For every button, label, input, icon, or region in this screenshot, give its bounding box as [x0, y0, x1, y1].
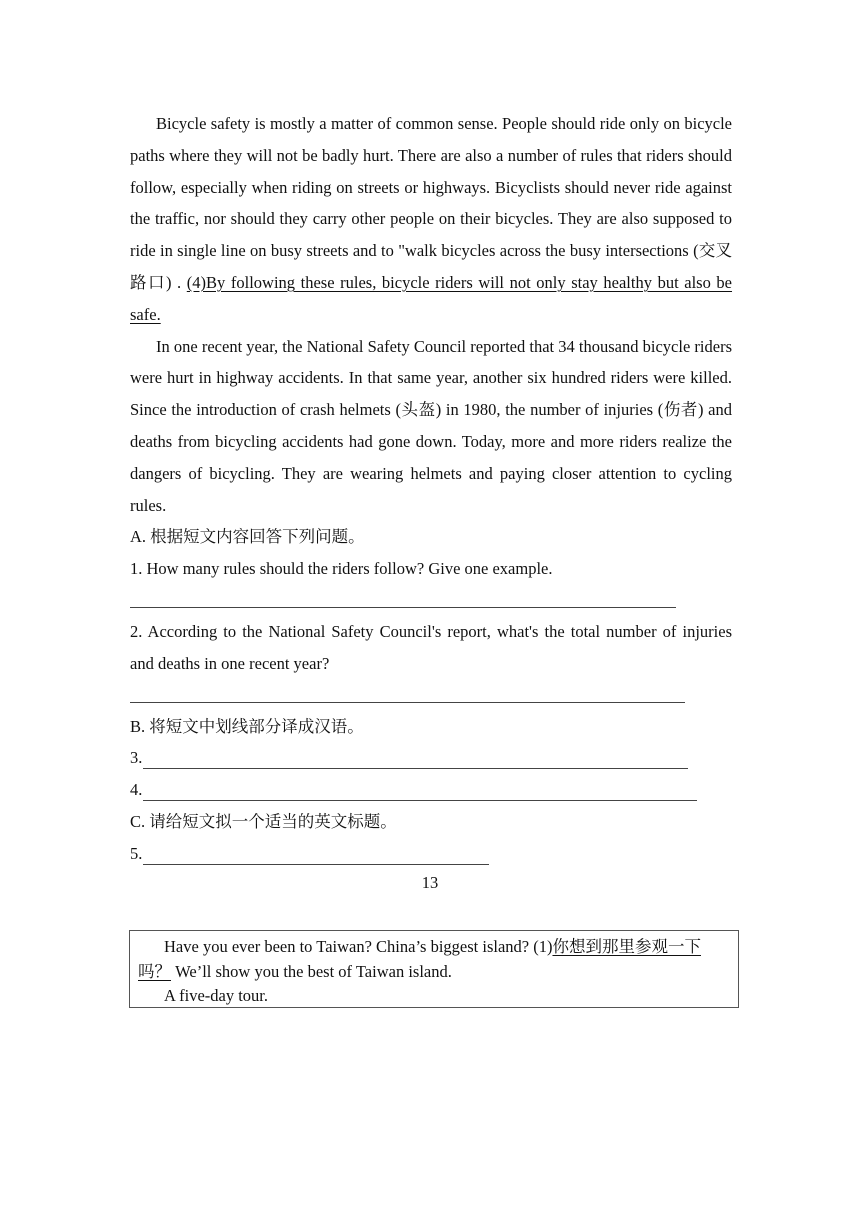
question-1: 1. How many rules should the riders follow? Give one example. — [130, 559, 553, 579]
section-a-heading: A. 根据短文内容回答下列问题。 — [130, 527, 365, 547]
box-line-1 — [138, 935, 730, 984]
underlined-sentence-1: 你想到那里参观一下吗？ — [138, 937, 701, 981]
answer-line-5[interactable] — [143, 842, 489, 865]
answer-line-2[interactable] — [130, 680, 685, 703]
page-number: 13 — [421, 873, 439, 892]
section-c-heading: C. 请给短文拟一个适当的英文标题。 — [130, 811, 397, 831]
box-line-2: A five-day tour. — [164, 986, 269, 1005]
question-2: 2. According to the National Safety Council's report, what's the total number of injuries and deaths in one recent year? — [130, 621, 732, 673]
answer-line-1[interactable] — [130, 585, 676, 608]
answer-line-4[interactable] — [143, 778, 697, 801]
passage-paragraph-2: In one recent year, the National Safety Council reported that 34 thousand bicycle riders were hurt in highway accidents. In that same year, another six hundred riders were killed. Since the introduction of crash helmets (头盔) in 1980, the number of injuries (伤者) and deaths from bicycling accidents had gone down. Today, more and more riders realize the dangers of bicycling. They are wearing helmets and paying closer attention to cycling rules. — [130, 336, 732, 515]
underlined-sentence-4: (4)By following these rules, bicycle riders will not only stay healthy but also be safe. — [130, 272, 733, 324]
next-passage-box — [129, 930, 739, 1008]
box-text-tail: We’ll show you the best of Taiwan island. — [171, 961, 452, 981]
item-number-4: 4. — [130, 780, 143, 800]
item-number-3: 3. — [130, 748, 143, 768]
box-text: Have you ever been to Taiwan? China’s biggest island? (1) — [164, 937, 553, 956]
passage-text: Bicycle safety is mostly a matter of common sense. People should ride only on bicycle paths where they will not be badly hurt. There are also a number of rules that riders should follow, especially when riding on streets or highways. Bicyclists should never ride against the traffic, nor should they carry other people on their bicycles. They are also supposed to ride in single line on busy streets and to "walk bicycles across the busy intersections (交叉路口) . — [130, 114, 732, 292]
worksheet-page — [130, 108, 732, 870]
answer-item-4 — [130, 774, 732, 806]
item-number-5: 5. — [130, 843, 143, 863]
passage-paragraph-1 — [130, 108, 732, 331]
section-b-heading: B. 将短文中划线部分译成汉语。 — [130, 716, 364, 736]
answer-item-5 — [130, 838, 732, 870]
answer-line-3[interactable] — [143, 746, 688, 769]
answer-item-3 — [130, 742, 732, 774]
